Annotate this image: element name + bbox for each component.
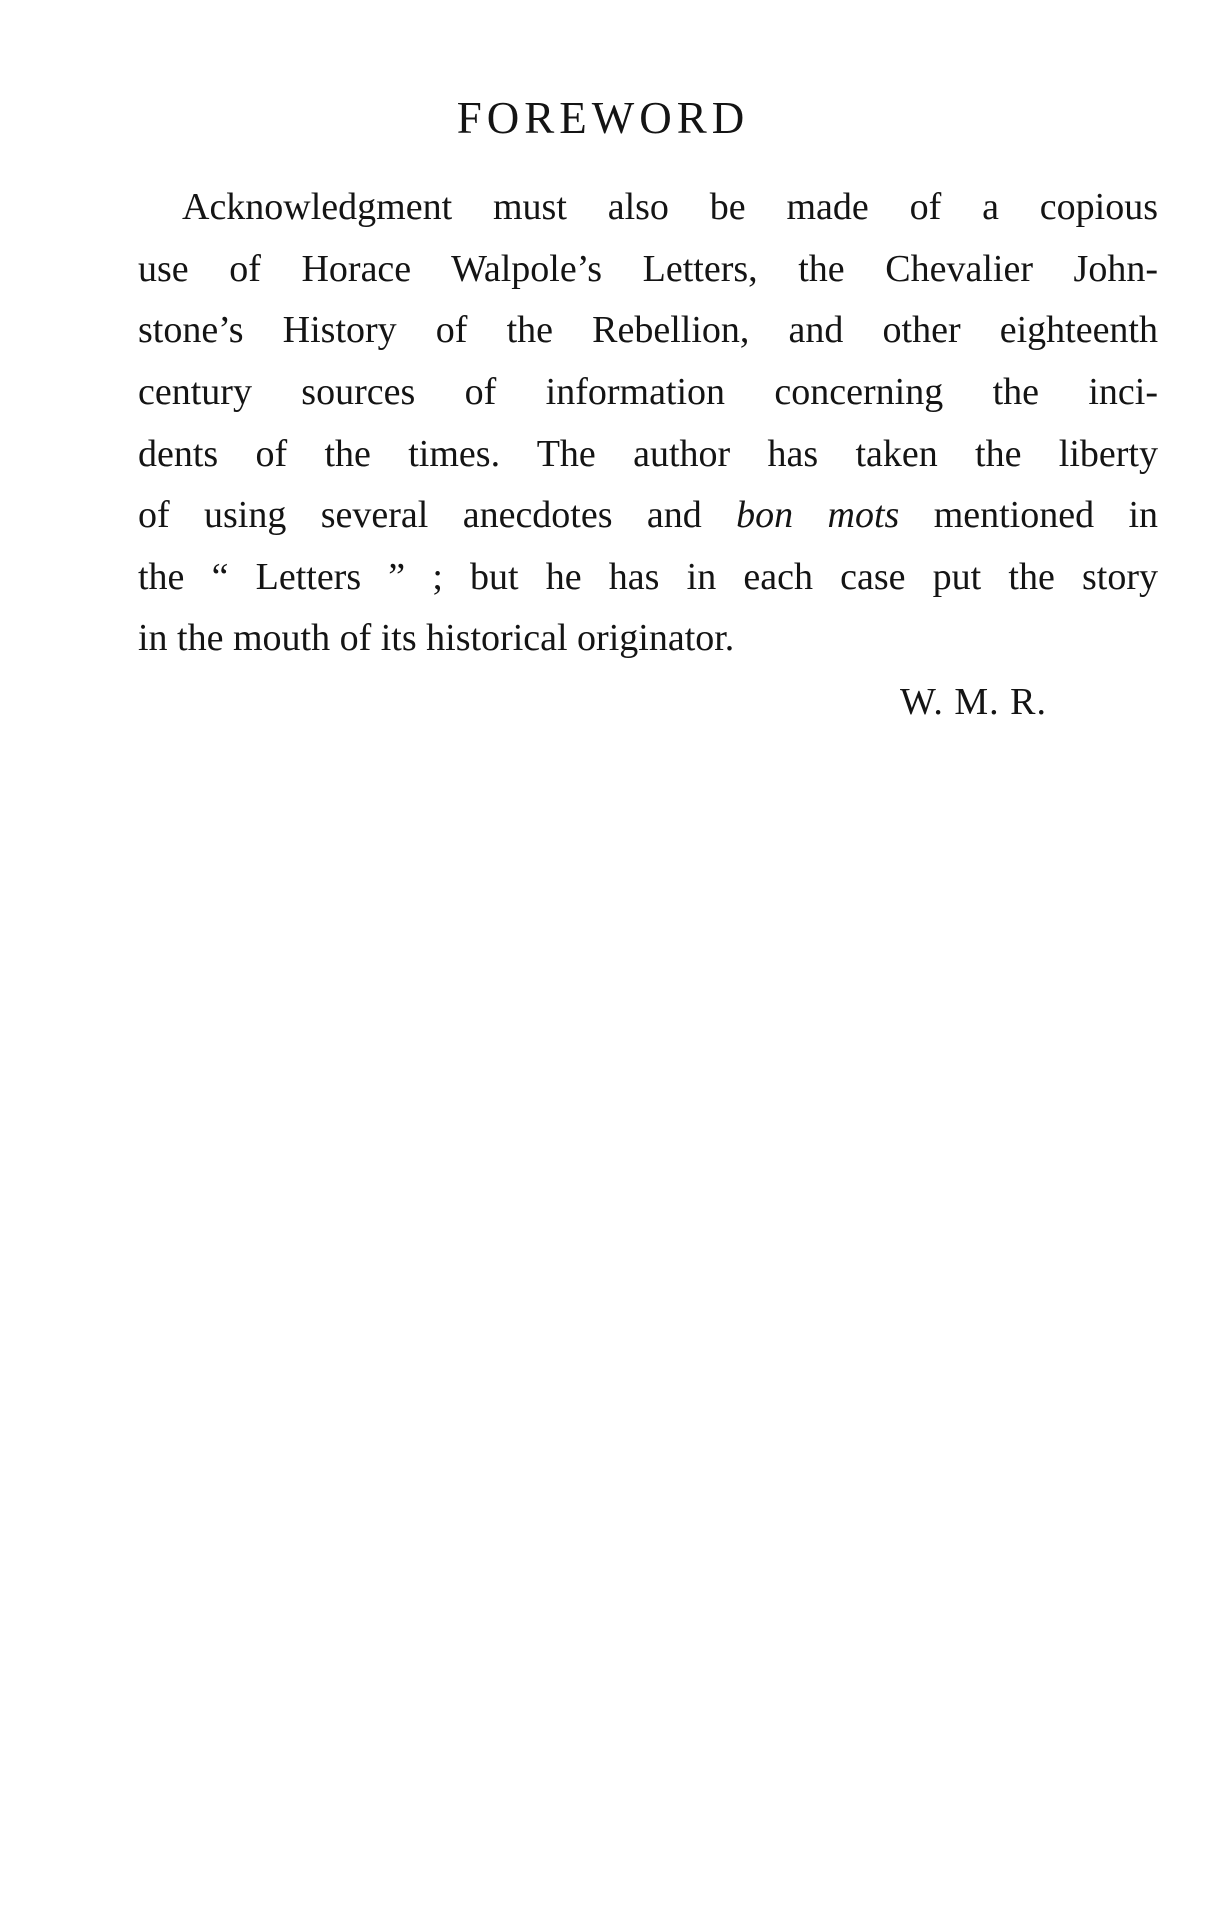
paragraph-line: use of Horace Walpole’s Letters, the Chevalier John-	[138, 248, 1158, 290]
paragraph-line: Acknowledgment must also be made of a copious	[182, 186, 1158, 228]
italic-phrase: bon mots	[736, 494, 900, 536]
paragraph-line: century sources of information concerning the inci-	[138, 371, 1158, 413]
paragraph-line: the “ Letters ” ; but he has in each case put the story	[138, 556, 1158, 598]
paragraph-line: dents of the times. The author has taken the liberty	[138, 433, 1158, 475]
paragraph-line: in the mouth of its historical originator.	[138, 617, 735, 659]
page-title: FOREWORD	[456, 93, 750, 143]
line-text: of using several anecdotes and	[138, 494, 702, 536]
author-initials: W. M. R.	[900, 681, 1048, 723]
paragraph-line: stone’s History of the Rebellion, and other eighteenth	[138, 309, 1158, 351]
line-text: mentioned in	[933, 494, 1159, 536]
paragraph-line	[138, 489, 1158, 541]
